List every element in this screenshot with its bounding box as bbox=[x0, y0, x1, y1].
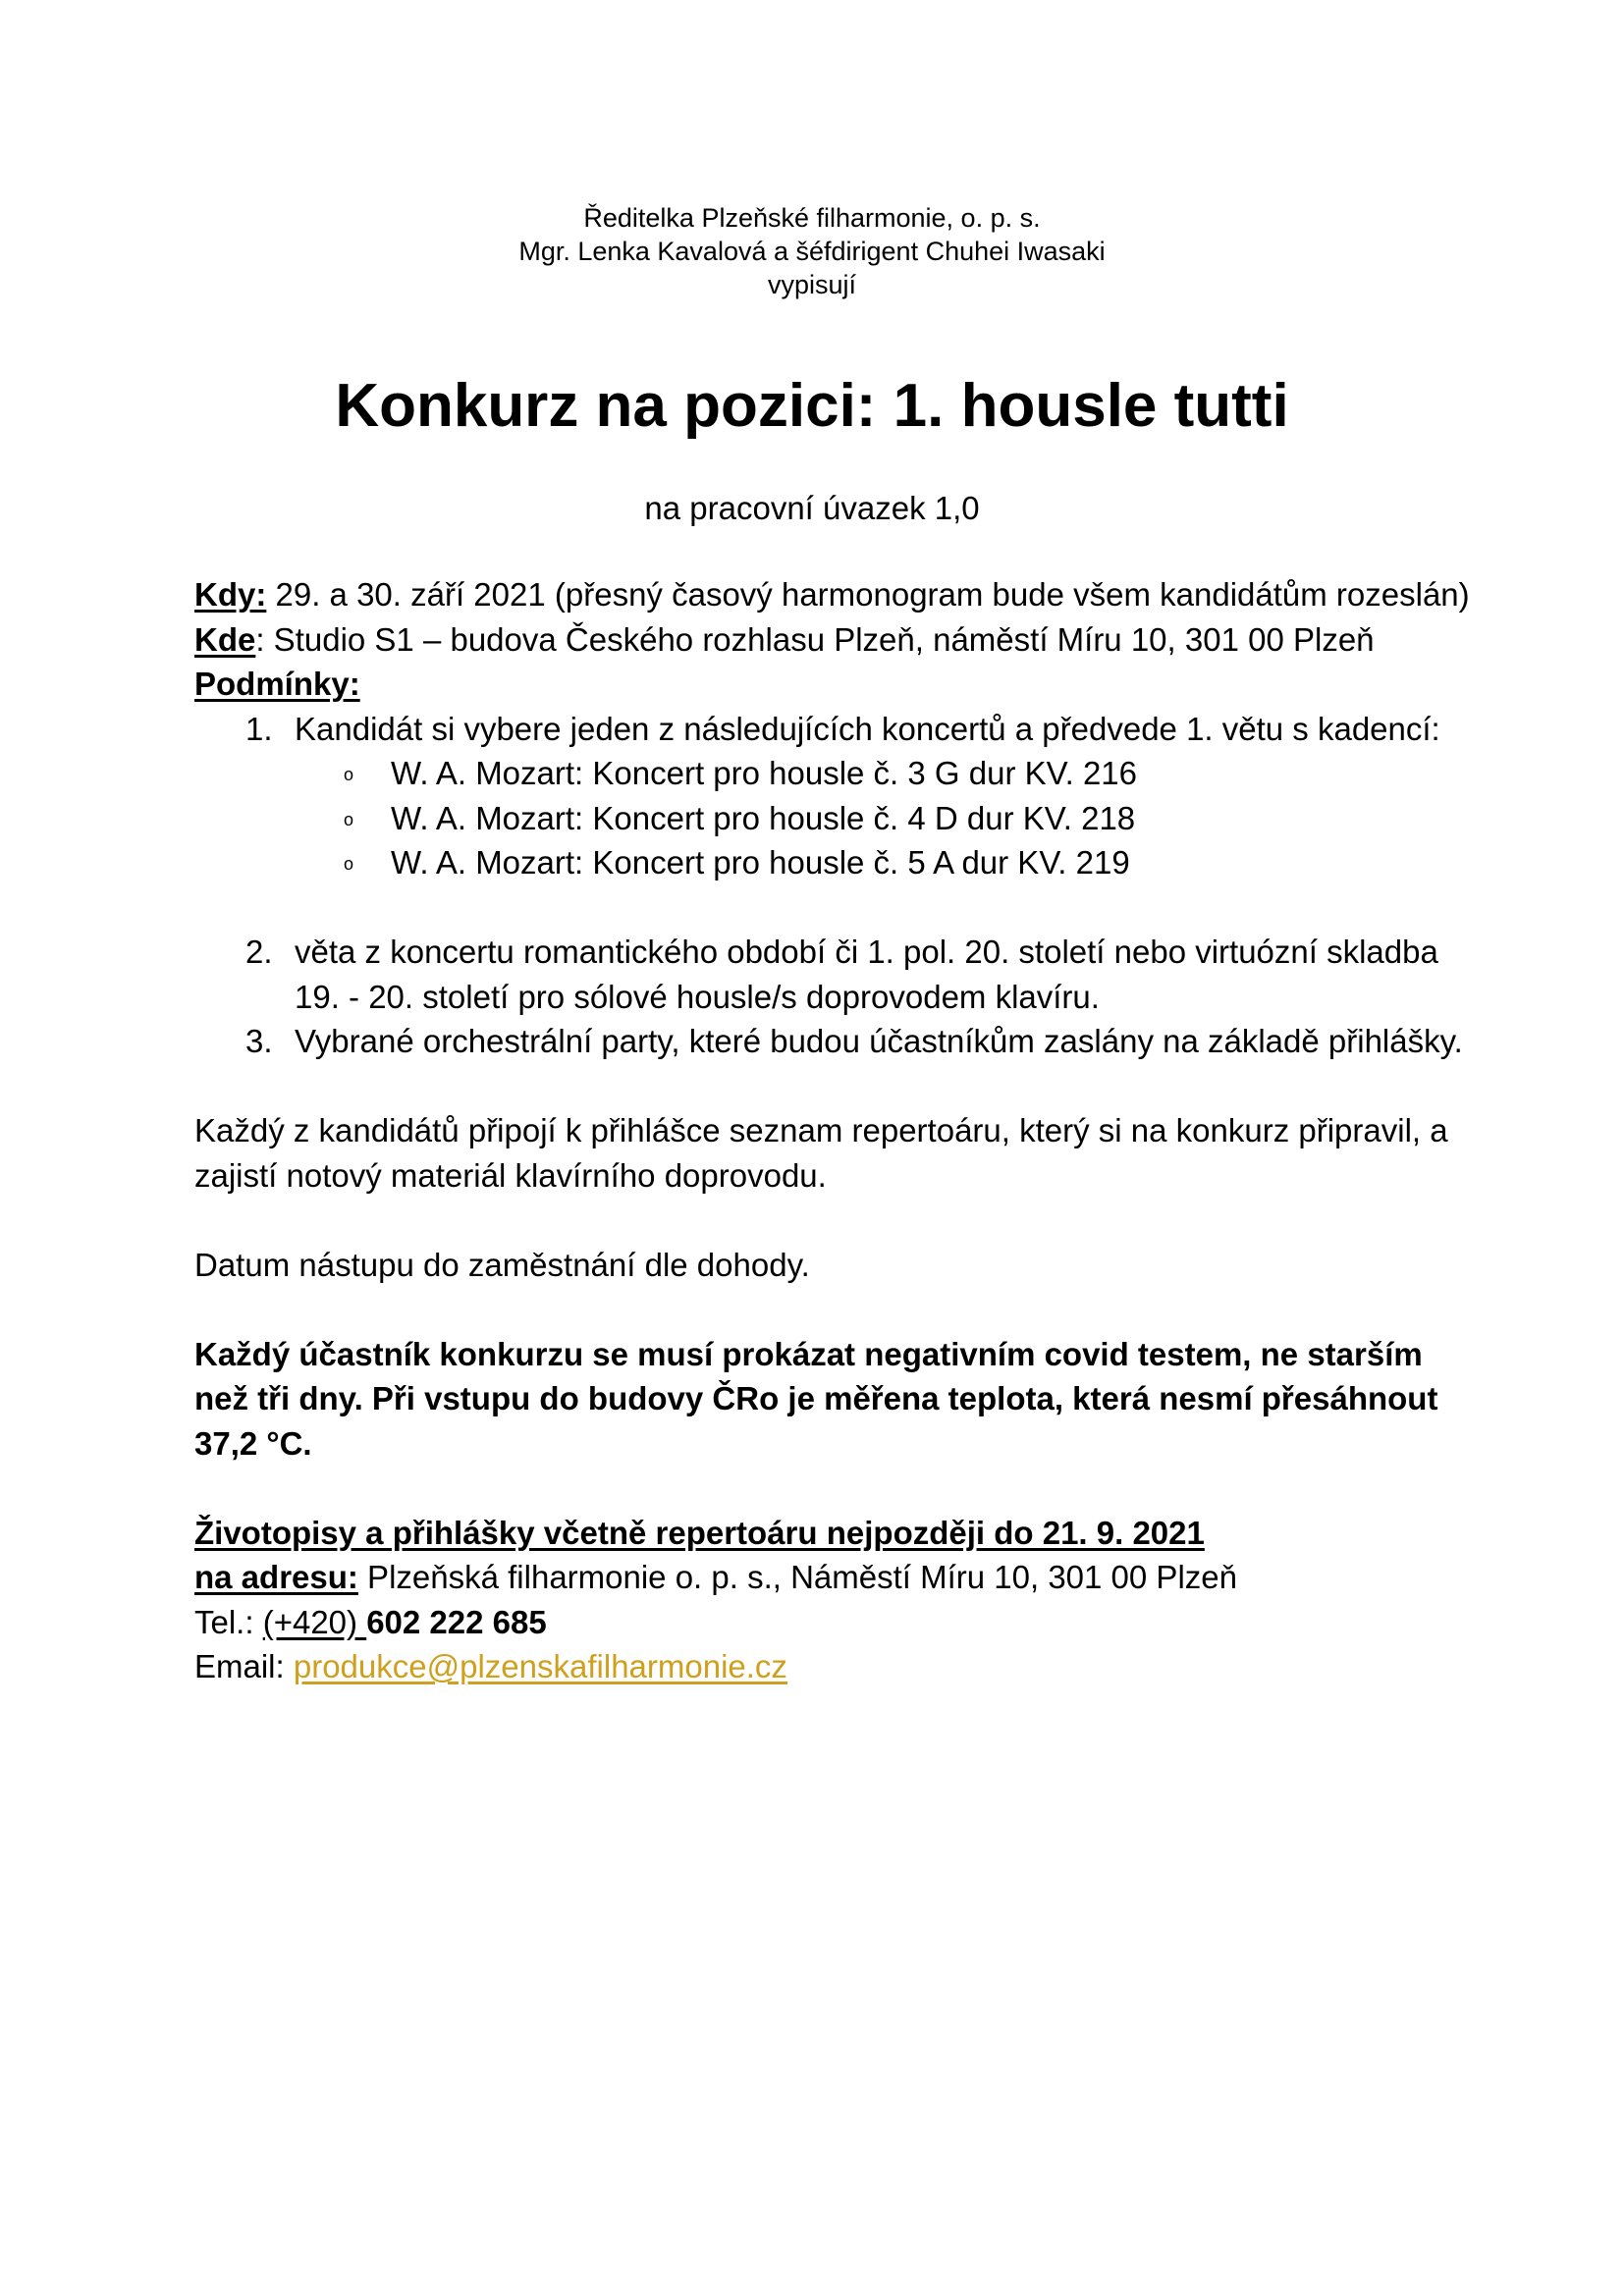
page-subtitle: na pracovní úvazek 1,0 bbox=[644, 490, 980, 526]
document-body bbox=[194, 572, 1471, 1689]
condition-text: Kandidát si vybere jeden z následujících koncertů a předvede 1. větu s kadencí: bbox=[295, 710, 1440, 747]
spacer bbox=[194, 1287, 1471, 1332]
condition-text: věta z koncertu romantického období či 1. pol. 20. století nebo virtuózní skladba 19. - 20. století pro sólové housle/s doprovodem klavíru. bbox=[295, 934, 1438, 1015]
concerto-text: W. A. Mozart: Koncert pro housle č. 5 A dur KV. 219 bbox=[391, 844, 1130, 881]
address-label: na adresu: bbox=[194, 1559, 358, 1595]
header-line-announce: vypisují bbox=[767, 270, 857, 299]
conditions-heading: Podmínky: bbox=[194, 666, 360, 702]
email-link[interactable]: produkce@plzenskafilharmonie.cz bbox=[293, 1648, 787, 1684]
condition-item bbox=[194, 707, 1471, 931]
spacer bbox=[194, 1064, 1471, 1109]
email-label: Email: bbox=[194, 1648, 294, 1684]
email-paragraph bbox=[194, 1644, 1471, 1689]
condition-text: Vybrané orchestrální party, které budou účastníkům zaslány na základě přihlášky. bbox=[295, 1023, 1463, 1059]
concerto-item bbox=[295, 840, 1471, 885]
concerto-text: W. A. Mozart: Koncert pro housle č. 3 G dur KV. 216 bbox=[391, 755, 1137, 791]
telephone-prefix-link[interactable]: (+420) bbox=[262, 1603, 367, 1640]
covid-note: Každý účastník konkurzu se musí prokázat negativním covid testem, ne starším než tři dny. Při vstupu do budovy ČRo je měřena teplota, která nesmí přesáhnout 37,2 °C. bbox=[194, 1335, 1438, 1462]
issuer-header bbox=[0, 201, 1624, 301]
concerto-text: W. A. Mozart: Koncert pro housle č. 4 D dur KV. 218 bbox=[391, 799, 1136, 836]
where-label: Kde bbox=[194, 620, 256, 658]
header-line-names: Mgr. Lenka Kavalová a šéfdirigent Chuhei Iwasaki bbox=[518, 237, 1106, 266]
where-paragraph bbox=[194, 617, 1471, 663]
condition-item bbox=[194, 1019, 1471, 1064]
concerto-item bbox=[295, 751, 1471, 796]
header-line-organization: Ředitelka Plzeňské filharmonie, o. p. s. bbox=[583, 203, 1041, 233]
address-text: Plzeňská filharmonie o. p. s., Náměstí Míru 10, 301 00 Plzeň bbox=[357, 1559, 1237, 1595]
conditions-list bbox=[194, 707, 1471, 1064]
spacer bbox=[194, 1466, 1471, 1511]
where-text: : Studio S1 – budova Českého rozhlasu Plzeň, náměstí Míru 10, 301 00 Plzeň bbox=[255, 620, 1375, 658]
when-label: Kdy: bbox=[194, 576, 267, 613]
telephone-label: Tel.: bbox=[194, 1603, 263, 1640]
application-deadline: Životopisy a přihlášky včetně repertoáru nejpozději do 21. 9. 2021 bbox=[194, 1514, 1205, 1551]
start-date-note: Datum nástupu do zaměstnání dle dohody. bbox=[194, 1246, 810, 1283]
repertoire-note: Každý z kandidátů připojí k přihlášce seznam repertoáru, který si na konkurz připravil, a zajistí notový materiál klavírního doprovodu. bbox=[194, 1112, 1448, 1194]
spacer bbox=[295, 885, 1471, 931]
when-paragraph bbox=[194, 572, 1471, 617]
when-text: 29. a 30. září 2021 (přesný časový harmonogram bude všem kandidátům rozeslán) bbox=[266, 576, 1470, 613]
concerto-list bbox=[295, 751, 1471, 885]
circle-bullet-icon: o bbox=[344, 765, 354, 784]
spacer bbox=[194, 1198, 1471, 1243]
telephone-paragraph bbox=[194, 1600, 1471, 1645]
condition-number: 2. bbox=[245, 934, 273, 970]
telephone-number: 602 222 685 bbox=[366, 1603, 547, 1640]
concerto-item bbox=[295, 796, 1471, 841]
address-paragraph bbox=[194, 1555, 1471, 1600]
circle-bullet-icon: o bbox=[344, 854, 354, 874]
page-title: Konkurz na pozici: 1. housle tutti bbox=[335, 372, 1289, 440]
condition-item bbox=[194, 930, 1471, 1019]
circle-bullet-icon: o bbox=[344, 809, 354, 829]
condition-number: 3. bbox=[245, 1023, 273, 1059]
condition-number: 1. bbox=[245, 710, 273, 747]
